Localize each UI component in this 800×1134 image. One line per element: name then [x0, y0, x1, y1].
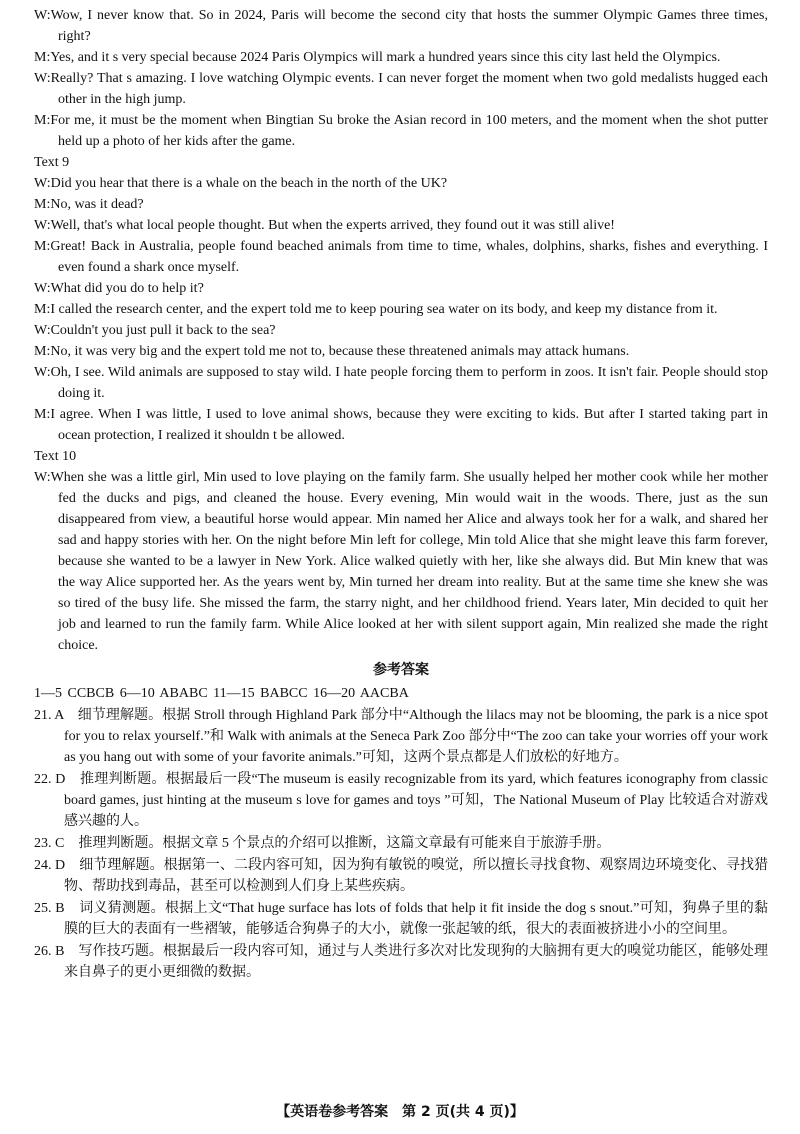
- dialogue-line: M:No, was it dead?: [34, 197, 144, 212]
- answers-heading: 参考答案: [373, 662, 429, 678]
- monologue-paragraph: W:When she was a little girl, Min used to love playing on the family farm. She usually helped her mother cook while her mother fed the ducks and pigs, and cleaned the house. Every evening, Min would wait in the woods. There, just as the sun disappeared from view, a beautiful horse would appear. Min named her Alice and always took her for a walk, and shared her sad and happy stories with her. On the night before Min left for college, Min told Alice that she might leave this farm forever, because she wanted to be a lawyer in New York. Alice walked quietly with her, like she always did. But Min knew that was the way Alice supported her. As the years went by, Min turned her dream into reality. But at the same time she knew she was so tired of the busy life. She missed the farm, the starry night, and her childhood friend. Years later, Min decided to quit her job and learned to run the family farm. While Alice looked at her with silent support again, Min realized she made the right choice.: [34, 470, 768, 653]
- text-label: Text 10: [34, 449, 77, 464]
- transcript-section: [34, 5, 768, 656]
- explanations-list: [34, 705, 768, 983]
- explanation-item: 23. C 推理判断题。根据文章 5 个景点的介绍可以推断，这篇文章最有可能来自于旅游手册。: [34, 836, 611, 851]
- dialogue-line: M:For me, it must be the moment when Bingtian Su broke the Asian record in 100 meters, and the moment when the shot putter held up a photo of her kids after the game.: [34, 113, 768, 149]
- explanation-item: 24. D 细节理解题。根据第一、二段内容可知，因为狗有敏锐的嗅觉，所以擅长寻找食物、观察周边环境变化、寻找猎物、帮助找到毒品，甚至可以检测到人们身上某些疾病。: [34, 858, 768, 894]
- dialogue-line: W:Couldn't you just pull it back to the sea?: [34, 323, 276, 338]
- dialogue-line: W:Really? That s amazing. I love watching Olympic events. I can never forget the moment when two gold medalists hugged each other in the high jump.: [34, 71, 768, 107]
- page-footer: 【英语卷参考答案 第 2 页(共 4 页)】: [276, 1104, 524, 1120]
- dialogue-line: M:I called the research center, and the expert told me to keep pouring sea water on its body, and keep my distance from it.: [34, 302, 718, 317]
- dialogue-line: W:Well, that's what local people thought. But when the experts arrived, they found out it was still alive!: [34, 218, 615, 233]
- dialogue-line: M:I agree. When I was little, I used to love animal shows, because they were exciting to kids. But after I started taking part in ocean protection, I realized it shouldn t be allowed.: [34, 407, 768, 443]
- text-label: Text 9: [34, 155, 70, 170]
- explanation-item: 26. B 写作技巧题。根据最后一段内容可知，通过与人类进行多次对比发现狗的大脑拥有更大的嗅觉功能区，能够处理来自鼻子的更小更细微的数据。: [34, 944, 768, 980]
- dialogue-line: W:Oh, I see. Wild animals are supposed to stay wild. I hate people forcing them to perform in zoos. It isn't fair. People should stop doing it.: [34, 365, 768, 401]
- dialogue-line: M:No, it was very big and the expert told me not to, because these threatened animals may attack humans.: [34, 344, 630, 359]
- explanation-item: 21. A 细节理解题。根据 Stroll through Highland Park 部分中“Although the lilacs may not be blooming, the park is a nice spot for you to relax yourself.”和 Walk with animals at the Seneca Park Zoo 部分中“The zoo can take your worries off your work as you hang out with some of your favorite animals.”可知，这两个景点都是人们放松的好地方。: [34, 708, 768, 765]
- dialogue-line: W:Wow, I never know that. So in 2024, Paris will become the second city that hosts the summer Olympic Games three times, right?: [34, 8, 768, 44]
- dialogue-line: M:Yes, and it s very special because 2024 Paris Olympics will mark a hundred years since this city last held the Olympics.: [34, 50, 721, 65]
- answer-key-line: 1—5 CCBCB 6—10 ABABC 11—15 BABCC 16—20 AACBA: [34, 686, 409, 701]
- explanation-item: 22. D 推理判断题。根据最后一段“The museum is easily recognizable from its yard, which features iconography from classic board games, just hinting at the museum s love for games and toys ”可知，The National Museum of Play 比较适合对游戏感兴趣的人。: [34, 772, 768, 829]
- dialogue-line: M:Great! Back in Australia, people found beached animals from time to time, whales, dolphins, sharks, fishes and everything. I even found a shark once myself.: [34, 239, 768, 275]
- dialogue-line: W:What did you do to help it?: [34, 281, 204, 296]
- explanation-item: 25. B 词义猜测题。根据上文“That huge surface has lots of folds that help it fit inside the dog s snout.”可知，狗鼻子里的黏膜的巨大的表面有一些褶皱，能够适合狗鼻子的大小，就像一张起皱的纸，很大的表面被挤进小小的空间里。: [34, 901, 768, 937]
- dialogue-line: W:Did you hear that there is a whale on the beach in the north of the UK?: [34, 176, 448, 191]
